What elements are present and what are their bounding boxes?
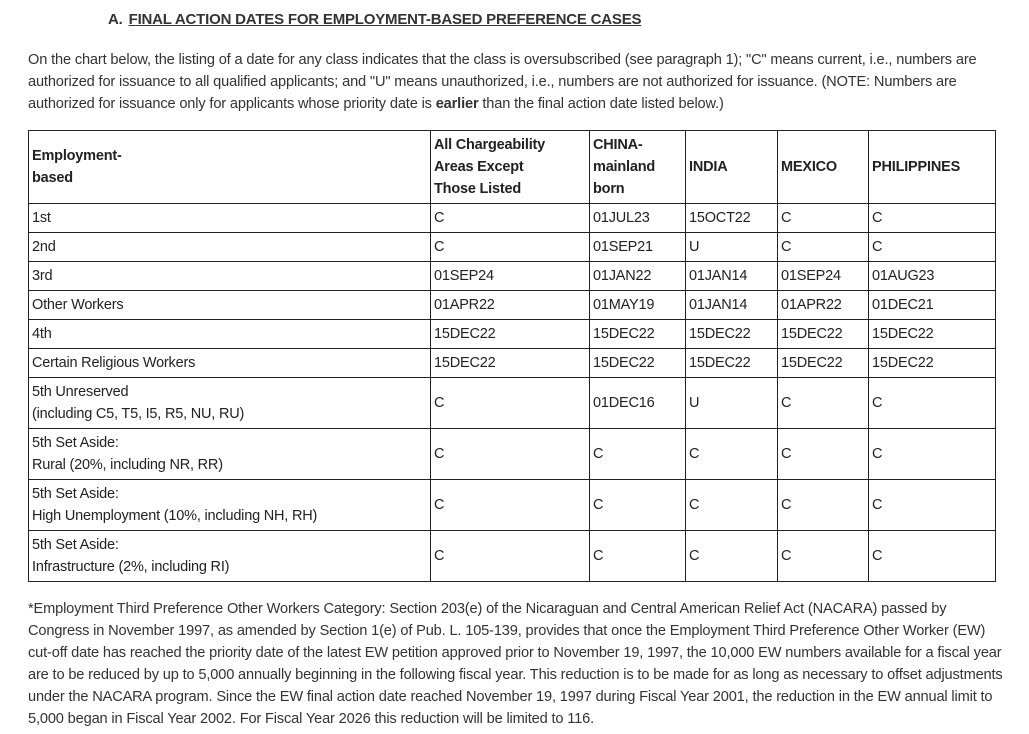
cell-mexico: C <box>778 531 869 582</box>
cell-mexico: C <box>778 429 869 480</box>
cell-philippines: C <box>869 480 996 531</box>
header-line: mainland <box>593 159 656 175</box>
table-row <box>29 320 996 349</box>
intro-text-part2: than the final action date listed below.) <box>478 96 724 112</box>
header-line: Employment- <box>32 148 122 164</box>
cell-philippines: C <box>869 204 996 233</box>
cell-category <box>29 349 431 378</box>
cell-china: C <box>590 429 686 480</box>
cell-philippines: 15DEC22 <box>869 349 996 378</box>
table-row <box>29 349 996 378</box>
intro-text-bold: earlier <box>435 96 479 112</box>
category-line: Rural (20%, including NR, RR) <box>32 457 223 473</box>
cell-all-areas: 15DEC22 <box>431 320 590 349</box>
category-line: 5th Set Aside: <box>32 537 119 553</box>
cell-all-areas: C <box>431 204 590 233</box>
cell-india: 15OCT22 <box>686 204 778 233</box>
cell-india: 01JAN14 <box>686 291 778 320</box>
header-line: born <box>593 181 625 197</box>
cell-all-areas: C <box>431 531 590 582</box>
cell-china: C <box>590 480 686 531</box>
cell-mexico: C <box>778 204 869 233</box>
cell-china: 15DEC22 <box>590 320 686 349</box>
cell-category <box>29 378 431 429</box>
category-line: Other Workers <box>32 297 124 313</box>
cell-all-areas: 01SEP24 <box>431 262 590 291</box>
category-line: 4th <box>32 326 52 342</box>
cell-mexico: C <box>778 480 869 531</box>
cell-india: U <box>686 378 778 429</box>
header-line: based <box>32 170 73 186</box>
cell-mexico: 01SEP24 <box>778 262 869 291</box>
cell-philippines: 01DEC21 <box>869 291 996 320</box>
footnote: *Employment Third Preference Other Workers Category: Section 203(e) of the Nicaraguan and Central American Relief Act (NACARA) passed by Congress in November 1997, as amended by Section 1(e) of Pub. L. 105-139, provides that once the Employment Third Preference Other Worker (EW) cut-off date has reached the priority date of the latest EW petition approved prior to November 19, 1997, the 10,000 EW numbers available for a fiscal year are to be reduced by up to 5,000 annually beginning in the following fiscal year. This reduction is to be made for as long as necessary to offset adjustments under the NACARA program. Since the EW final action date reached November 19, 1997 during Fiscal Year 2001, the reduction in the EW annual limit to 5,000 began in Fiscal Year 2002. For Fiscal Year 2026 this reduction will be limited to 116. <box>28 601 1003 727</box>
final-action-dates-table <box>28 130 996 582</box>
cell-category <box>29 204 431 233</box>
cell-category <box>29 531 431 582</box>
header-philippines: PHILIPPINES <box>869 131 996 204</box>
table-row <box>29 233 996 262</box>
cell-category <box>29 291 431 320</box>
cell-category <box>29 429 431 480</box>
table-row <box>29 429 996 480</box>
header-mexico: MEXICO <box>778 131 869 204</box>
section-title: FINAL ACTION DATES FOR EMPLOYMENT-BASED PREFERENCE CASES <box>128 11 642 28</box>
cell-india: C <box>686 480 778 531</box>
table-row <box>29 480 996 531</box>
header-employment-based <box>29 131 431 204</box>
cell-mexico: C <box>778 233 869 262</box>
header-line: Those Listed <box>434 181 522 197</box>
category-line: 3rd <box>32 268 53 284</box>
cell-mexico: C <box>778 378 869 429</box>
cell-philippines: 15DEC22 <box>869 320 996 349</box>
header-line: All Chargeability <box>434 137 546 153</box>
cell-china: 01JAN22 <box>590 262 686 291</box>
cell-india: 15DEC22 <box>686 320 778 349</box>
cell-all-areas: C <box>431 429 590 480</box>
header-all-chargeability <box>431 131 590 204</box>
cell-china: 15DEC22 <box>590 349 686 378</box>
header-india: INDIA <box>686 131 778 204</box>
cell-mexico: 15DEC22 <box>778 349 869 378</box>
cell-philippines: C <box>869 531 996 582</box>
cell-philippines: 01AUG23 <box>869 262 996 291</box>
cell-category <box>29 233 431 262</box>
cell-philippines: C <box>869 429 996 480</box>
cell-india: C <box>686 429 778 480</box>
cell-category <box>29 262 431 291</box>
intro-text-part1: On the chart below, the listing of a date for any class indicates that the class is oversubscribed (see paragraph 1); "C" means current, i.e., numbers are authorized for issuance to all qualified applicants; and "U" means unauthorized, i.e., numbers are not authorized for issuance. (NOTE: Numbers are authorized for issuance only for applicants whose priority date is <box>28 52 977 112</box>
category-line: Infrastructure (2%, including RI) <box>32 559 230 575</box>
cell-all-areas: C <box>431 378 590 429</box>
category-line: 2nd <box>32 239 56 255</box>
cell-category <box>29 320 431 349</box>
cell-china: C <box>590 531 686 582</box>
cell-india: C <box>686 531 778 582</box>
category-line: 5th Set Aside: <box>32 486 119 502</box>
cell-china: 01MAY19 <box>590 291 686 320</box>
section-heading <box>108 11 641 28</box>
header-line: Areas Except <box>434 159 524 175</box>
intro-paragraph <box>28 49 998 115</box>
section-letter: A. <box>108 11 123 28</box>
cell-philippines: C <box>869 233 996 262</box>
table-header-row <box>29 131 996 204</box>
cell-all-areas: 15DEC22 <box>431 349 590 378</box>
cell-all-areas: C <box>431 233 590 262</box>
cell-all-areas: C <box>431 480 590 531</box>
cell-mexico: 01APR22 <box>778 291 869 320</box>
table-row <box>29 204 996 233</box>
header-china <box>590 131 686 204</box>
cell-india: 01JAN14 <box>686 262 778 291</box>
table-row <box>29 291 996 320</box>
table-row <box>29 262 996 291</box>
category-line: 5th Set Aside: <box>32 435 119 451</box>
table-row <box>29 378 996 429</box>
category-line: (including C5, T5, I5, R5, NU, RU) <box>32 406 245 422</box>
header-line: CHINA- <box>593 137 643 153</box>
cell-mexico: 15DEC22 <box>778 320 869 349</box>
cell-india: 15DEC22 <box>686 349 778 378</box>
cell-category <box>29 480 431 531</box>
category-line: 5th Unreserved <box>32 384 129 400</box>
cell-philippines: C <box>869 378 996 429</box>
category-line: Certain Religious Workers <box>32 355 196 371</box>
category-line: 1st <box>32 210 51 226</box>
cell-china: 01DEC16 <box>590 378 686 429</box>
category-line: High Unemployment (10%, including NH, RH) <box>32 508 318 524</box>
cell-all-areas: 01APR22 <box>431 291 590 320</box>
cell-china: 01SEP21 <box>590 233 686 262</box>
table-row <box>29 531 996 582</box>
cell-india: U <box>686 233 778 262</box>
cell-china: 01JUL23 <box>590 204 686 233</box>
